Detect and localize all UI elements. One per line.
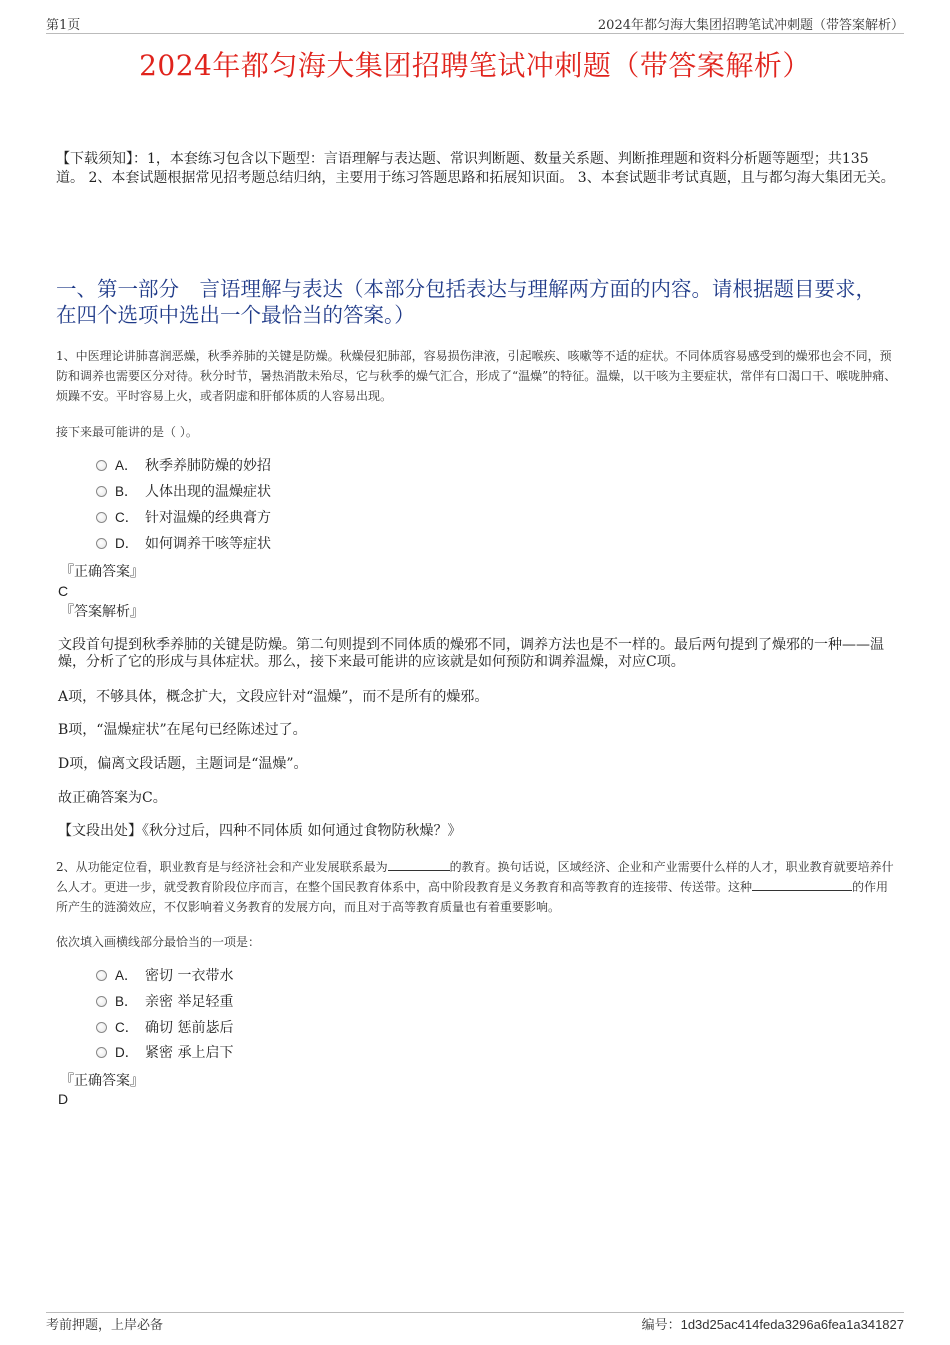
q1-option-b[interactable] (96, 482, 271, 502)
option-label: D． (115, 1045, 139, 1060)
page-number: 第1页 (46, 18, 81, 33)
question-2-prompt: 依次填入画横线部分最恰当的一项是： (56, 935, 261, 949)
q2-answer-label: 『正确答案』 (60, 1073, 144, 1089)
q2-answer: D (58, 1091, 69, 1107)
radio-icon[interactable] (96, 486, 107, 497)
page-title: 2024年都匀海大集团招聘笔试冲刺题（带答案解析） (139, 49, 811, 82)
question-1-text: 1、中医理论讲肺喜润恶燥，秋季养肺的关键是防燥。秋燥侵犯肺部，容易损伤津液，引起喉疾、咳嗽等不适的症状。不同体质容易感受到的燥邪也会不同，预防和调养也需要区分对待。秋分时节，暑热消散未殆尽，它与秋季的燥气汇合，形成了“温燥”的特征。温燥，以干咳为主要症状，常伴有口渴口干、喉咙肿痛、烦躁不安。平时容易上火，或者阴虚和肝郁体质的人容易出现。 (56, 349, 897, 403)
q2-option-a[interactable] (96, 966, 233, 986)
footer-code (642, 1314, 904, 1333)
footer-code-value: 1d3d25ac414feda3296a6fea1a341827 (680, 1317, 904, 1332)
option-text: 亲密 举足轻重 (145, 994, 234, 1010)
option-label: B． (115, 484, 138, 499)
download-notice: 【下载须知】：1，本套练习包含以下题型：言语理解与表达题、常识判断题、数量关系题、判断推理题和资料分析题等题型；共135道。 2、本套试题根据常见招考题总结归纳，主要用于练习答题思路和拓展知识面。 3、本套试题非考试真题，且与都匀海大集团无关。 (56, 151, 895, 186)
footer-code-label: 编号： (641, 1318, 681, 1333)
q1-option-d[interactable] (96, 534, 271, 554)
q1-conclusion: 故正确答案为C。 (58, 790, 167, 806)
q2-text-part: 的作用所产生的涟漪效应，不仅影响着义务教育的发展方向，而且对于高等教育质量也有着重要影响。 (56, 880, 889, 914)
option-text: 确切 惩前毖后 (145, 1020, 234, 1036)
question-1-prompt: 接下来最可能讲的是（ ）。 (56, 425, 198, 439)
option-label: D． (115, 536, 139, 551)
footer-slogan: 考前押题，上岸必备 (46, 1318, 164, 1333)
q1-analysis-label: 『答案解析』 (60, 604, 144, 620)
header-doc-title: 2024年都匀海大集团招聘笔试冲刺题（带答案解析） (597, 18, 904, 33)
q2-text-part: 的教育。换句话说，区域经济、企业和产业需要什么样的人才，职业教育就要培养什么人才。更进一步，就受教育阶段位序而言，在整个国民教育体系中，高中阶段教育是义务教育和高等教育的连接带、传送带。这种 (56, 860, 894, 894)
header-divider (46, 33, 904, 34)
option-label: B． (115, 994, 138, 1009)
option-text: 如何调养干咳等症状 (145, 536, 271, 552)
radio-icon[interactable] (96, 460, 107, 471)
q1-analysis: 文段首句提到秋季养肺的关键是防燥。第二句则提到不同体质的燥邪不同，调养方法也是不一样的。最后两句提到了燥邪的一种——温燥，分析了它的形成与具体症状。那么，接下来最可能讲的应该就是如何预防和调养温燥，对应C项。 (58, 637, 884, 670)
option-label: C． (115, 1020, 139, 1035)
q2-text-part: 2、从功能定位看，职业教育是与经济社会和产业发展联系最为 (56, 860, 388, 874)
q1-note-a: A项，不够具体，概念扩大，文段应针对“温燥”，而不是所有的燥邪。 (58, 689, 489, 705)
q2-option-b[interactable] (96, 992, 233, 1012)
section-heading: 一、第一部分 言语理解与表达（本部分包括表达与理解两方面的内容。请根据题目要求，在四个选项中选出一个最恰当的答案。） (56, 277, 876, 327)
q1-option-c[interactable] (96, 508, 271, 528)
option-label: C． (115, 510, 139, 525)
radio-icon[interactable] (96, 538, 107, 549)
q1-answer-label: 『正确答案』 (60, 564, 144, 580)
option-text: 秋季养肺防燥的妙招 (145, 458, 271, 474)
radio-icon[interactable] (96, 996, 107, 1007)
option-text: 针对温燥的经典膏方 (145, 510, 271, 526)
question-2-text (56, 857, 898, 917)
fill-blank[interactable] (752, 878, 852, 891)
footer-divider (46, 1312, 904, 1313)
radio-icon[interactable] (96, 970, 107, 981)
option-text: 人体出现的温燥症状 (145, 484, 271, 500)
q1-answer: C (58, 583, 69, 599)
option-text: 密切 一衣带水 (145, 968, 234, 984)
radio-icon[interactable] (96, 512, 107, 523)
q2-option-d[interactable] (96, 1043, 233, 1063)
option-text: 紧密 承上启下 (145, 1045, 234, 1061)
q2-option-c[interactable] (96, 1018, 233, 1038)
radio-icon[interactable] (96, 1022, 107, 1033)
q1-option-a[interactable] (96, 456, 271, 476)
radio-icon[interactable] (96, 1047, 107, 1058)
option-label: A． (115, 968, 138, 983)
q1-note-d: D项，偏离文段话题，主题词是“温燥”。 (58, 756, 308, 772)
q1-note-b: B项，“温燥症状”在尾句已经陈述过了。 (58, 722, 307, 738)
fill-blank[interactable] (388, 858, 450, 871)
q1-source: 【文段出处】《秋分过后，四种不同体质 如何通过食物防秋燥？》 (58, 823, 462, 839)
option-label: A． (115, 458, 138, 473)
